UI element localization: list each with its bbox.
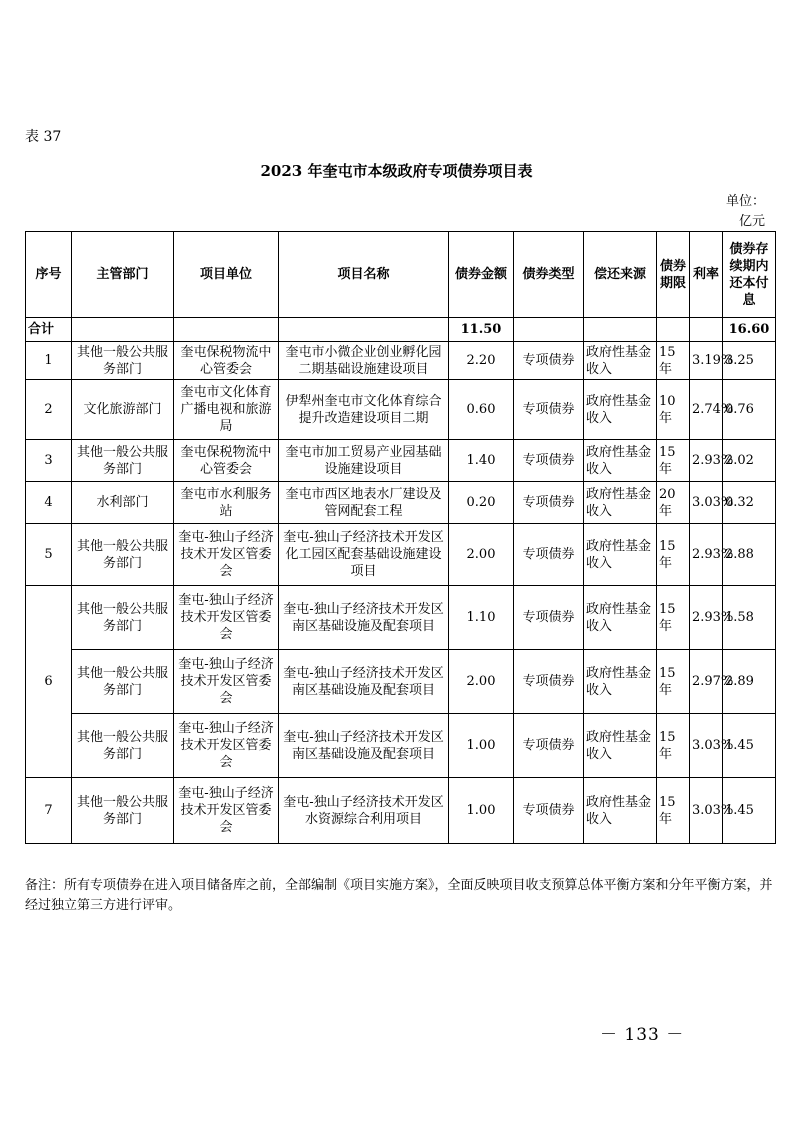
row-repay: 0.76 [723, 380, 776, 440]
row-seq: 6 [26, 586, 72, 778]
row-type: 专项债券 [514, 650, 584, 714]
row-unit: 奎屯市文化体育广播电视和旅游局 [174, 380, 279, 440]
header-source: 偿还来源 [584, 232, 657, 318]
row-amount: 1.10 [449, 586, 514, 650]
row-rate: 2.74% [690, 380, 723, 440]
header-dept: 主管部门 [72, 232, 174, 318]
row-type: 专项债券 [514, 342, 584, 380]
total-row [26, 318, 776, 342]
total-label: 合计 [26, 318, 72, 342]
row-amount: 1.40 [449, 440, 514, 482]
row-seq: 4 [26, 482, 72, 524]
header-seq: 序号 [26, 232, 72, 318]
row-source: 政府性基金收入 [584, 380, 657, 440]
row-seq: 5 [26, 524, 72, 586]
row-type: 专项债券 [514, 440, 584, 482]
table-row [26, 650, 776, 714]
row-rate: 3.19% [690, 342, 723, 380]
row-repay: 2.88 [723, 524, 776, 586]
row-rate: 3.03% [690, 482, 723, 524]
unit-label: 单位： [725, 194, 765, 209]
row-unit: 奎屯市水利服务站 [174, 482, 279, 524]
row-rate: 2.93% [690, 586, 723, 650]
row-dept: 其他一般公共服务部门 [72, 440, 174, 482]
row-rate: 2.93% [690, 440, 723, 482]
row-repay: 2.02 [723, 440, 776, 482]
row-term: 10 年 [657, 380, 690, 440]
empty-cell [514, 318, 584, 342]
row-name: 奎屯-独山子经济技术开发区南区基础设施及配套项目 [279, 650, 449, 714]
row-seq: 1 [26, 342, 72, 380]
row-source: 政府性基金收入 [584, 440, 657, 482]
row-type: 专项债券 [514, 524, 584, 586]
row-name: 奎屯-独山子经济技术开发区水资源综合利用项目 [279, 778, 449, 844]
empty-cell [72, 318, 174, 342]
row-unit: 奎屯-独山子经济技术开发区管委会 [174, 650, 279, 714]
row-repay: 2.89 [723, 650, 776, 714]
row-amount: 0.20 [449, 482, 514, 524]
row-name: 奎屯市西区地表水厂建设及管网配套工程 [279, 482, 449, 524]
row-name: 奎屯-独山子经济技术开发区南区基础设施及配套项目 [279, 714, 449, 778]
row-term: 20 年 [657, 482, 690, 524]
table-row [26, 380, 776, 440]
row-seq: 2 [26, 380, 72, 440]
row-type: 专项债券 [514, 586, 584, 650]
header-rate: 利率 [690, 232, 723, 318]
row-unit: 奎屯-独山子经济技术开发区管委会 [174, 714, 279, 778]
row-rate: 3.03% [690, 714, 723, 778]
table-number: 表 37 [25, 129, 62, 145]
row-source: 政府性基金收入 [584, 586, 657, 650]
row-name: 奎屯市加工贸易产业园基础设施建设项目 [279, 440, 449, 482]
empty-cell [279, 318, 449, 342]
row-unit: 奎屯-独山子经济技术开发区管委会 [174, 586, 279, 650]
row-repay: 3.25 [723, 342, 776, 380]
row-dept: 其他一般公共服务部门 [72, 714, 174, 778]
row-amount: 2.20 [449, 342, 514, 380]
row-dept: 文化旅游部门 [72, 380, 174, 440]
row-repay: 0.32 [723, 482, 776, 524]
unit-value: 亿元 [738, 214, 765, 229]
table-row [26, 524, 776, 586]
row-name: 奎屯市小微企业创业孵化园二期基础设施建设项目 [279, 342, 449, 380]
empty-cell [657, 318, 690, 342]
header-name: 项目名称 [279, 232, 449, 318]
row-name: 奎屯-独山子经济技术开发区南区基础设施及配套项目 [279, 586, 449, 650]
header-term: 债券期限 [657, 232, 690, 318]
row-source: 政府性基金收入 [584, 778, 657, 844]
row-repay: 1.58 [723, 586, 776, 650]
row-term: 15 年 [657, 342, 690, 380]
row-term: 15 年 [657, 650, 690, 714]
row-amount: 1.00 [449, 778, 514, 844]
row-source: 政府性基金收入 [584, 482, 657, 524]
row-repay: 1.45 [723, 714, 776, 778]
row-source: 政府性基金收入 [584, 342, 657, 380]
row-term: 15 年 [657, 440, 690, 482]
empty-cell [584, 318, 657, 342]
table-row [26, 586, 776, 650]
table-row [26, 714, 776, 778]
row-name: 伊犁州奎屯市文化体育综合提升改造建设项目二期 [279, 380, 449, 440]
table-row [26, 440, 776, 482]
bond-project-table [25, 231, 776, 844]
row-rate: 2.97% [690, 650, 723, 714]
row-type: 专项债券 [514, 714, 584, 778]
row-dept: 其他一般公共服务部门 [72, 778, 174, 844]
total-repay: 16.60 [723, 318, 776, 342]
row-amount: 2.00 [449, 524, 514, 586]
table-row [26, 342, 776, 380]
page-number: － 133 － [600, 1025, 685, 1045]
row-term: 15 年 [657, 714, 690, 778]
row-source: 政府性基金收入 [584, 524, 657, 586]
empty-cell [174, 318, 279, 342]
table-row [26, 778, 776, 844]
row-type: 专项债券 [514, 482, 584, 524]
row-type: 专项债券 [514, 380, 584, 440]
header-amount: 债券金额 [449, 232, 514, 318]
row-seq: 3 [26, 440, 72, 482]
header-unit: 项目单位 [174, 232, 279, 318]
row-seq: 7 [26, 778, 72, 844]
row-rate: 3.03% [690, 778, 723, 844]
row-type: 专项债券 [514, 778, 584, 844]
row-repay: 1.45 [723, 778, 776, 844]
row-dept: 其他一般公共服务部门 [72, 342, 174, 380]
row-unit: 奎屯保税物流中心管委会 [174, 342, 279, 380]
row-dept: 水利部门 [72, 482, 174, 524]
row-source: 政府性基金收入 [584, 714, 657, 778]
row-term: 15 年 [657, 524, 690, 586]
document-title: 2023 年奎屯市本级政府专项债券项目表 [260, 162, 533, 180]
row-term: 15 年 [657, 778, 690, 844]
row-unit: 奎屯-独山子经济技术开发区管委会 [174, 778, 279, 844]
row-amount: 2.00 [449, 650, 514, 714]
row-name: 奎屯-独山子经济技术开发区化工园区配套基础设施建设项目 [279, 524, 449, 586]
total-amount: 11.50 [449, 318, 514, 342]
header-type: 债券类型 [514, 232, 584, 318]
row-dept: 其他一般公共服务部门 [72, 524, 174, 586]
row-unit: 奎屯-独山子经济技术开发区管委会 [174, 524, 279, 586]
row-dept: 其他一般公共服务部门 [72, 586, 174, 650]
row-source: 政府性基金收入 [584, 650, 657, 714]
row-rate: 2.93% [690, 524, 723, 586]
row-unit: 奎屯保税物流中心管委会 [174, 440, 279, 482]
table-row [26, 482, 776, 524]
header-repay: 债券存续期内还本付息 [723, 232, 776, 318]
row-dept: 其他一般公共服务部门 [72, 650, 174, 714]
empty-cell [690, 318, 723, 342]
header-row [26, 232, 776, 318]
row-amount: 1.00 [449, 714, 514, 778]
table-note: 备注：所有专项债券在进入项目储备库之前，全部编制《项目实施方案》，全面反映项目收支预算总体平衡方案和分年平衡方案，并经过独立第三方进行评审。 [25, 878, 773, 913]
row-amount: 0.60 [449, 380, 514, 440]
row-term: 15 年 [657, 586, 690, 650]
